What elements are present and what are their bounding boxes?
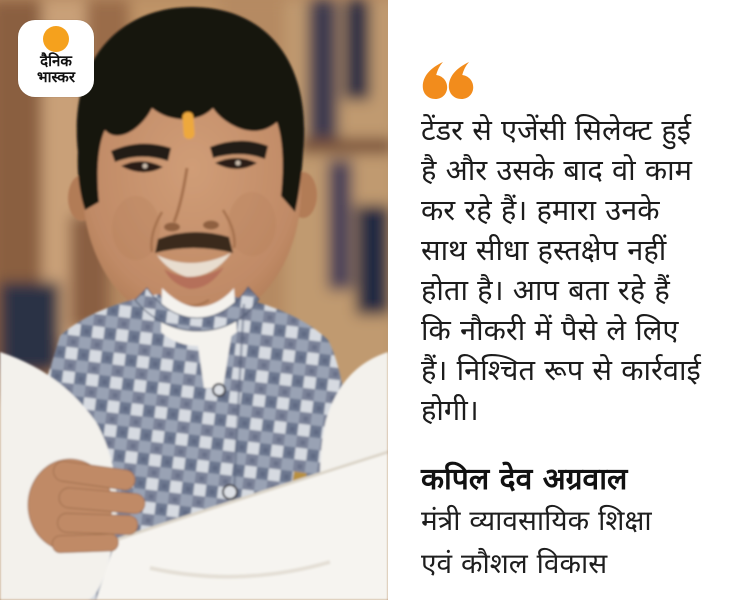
quote-line: है और उसके बाद वो काम	[421, 153, 693, 187]
quote-panel	[388, 0, 730, 600]
quote-line: टेंडर से एजेंसी सिलेक्ट हुई	[421, 113, 691, 147]
quote-line: हैं। निश्चित रूप से कार्रवाई	[421, 353, 701, 387]
vest-button	[213, 384, 225, 396]
quote-line: होता है। आप बता रहे हैं	[421, 273, 670, 307]
dainik-bhaskar-logo	[18, 20, 94, 97]
quote-line: कर रहे हैं। हमारा उनके	[421, 193, 660, 227]
logo-line-1: दैनिक	[40, 52, 72, 70]
speaker-title	[421, 499, 724, 585]
speaker-title-line: मंत्री व्यावसायिक शिक्षा	[421, 504, 652, 537]
logo-line-2: भास्कर	[37, 68, 75, 86]
tilak-mark	[182, 112, 195, 140]
open-quote-icon	[421, 62, 475, 99]
speaker-title-line: एवं कौशल विकास	[421, 547, 608, 580]
quote-line: कि नौकरी में पैसे ले लिए	[421, 313, 679, 347]
sun-icon	[43, 26, 69, 52]
logo-wordmark	[37, 53, 75, 85]
vest-button	[223, 485, 237, 499]
quote-text	[421, 110, 724, 430]
quote-line: होगी।	[421, 393, 479, 427]
speaker-name: कपिल देव अग्रवाल	[421, 462, 628, 497]
quote-line: साथ सीधा हस्तक्षेप नहीं	[421, 233, 667, 267]
